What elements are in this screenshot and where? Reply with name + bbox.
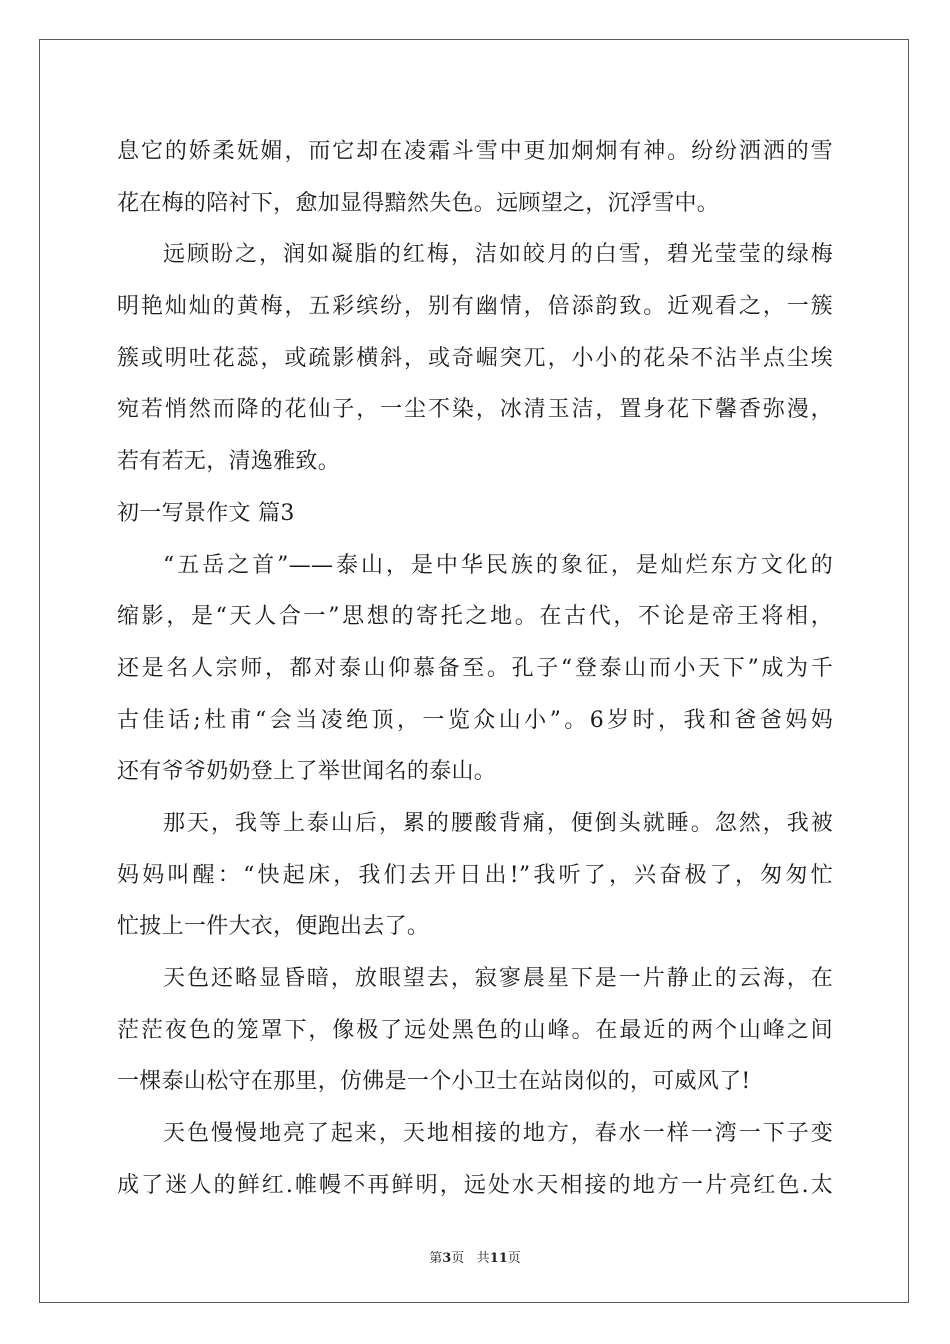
page-footer (0, 1247, 950, 1266)
text-line: 花在梅的陪衬下，愈加显得黯然失色。远顾望之，沉浮雪中。 (117, 190, 720, 216)
text-line: 忙披上一件大衣，便跑出去了。 (117, 914, 430, 940)
text-line: 成了迷人的鲜红.帷幔不再鲜明，远处水天相接的地方一片亮红色.太 (117, 1172, 833, 1198)
text-line: 明艳灿灿的黄梅，五彩缤纷，别有幽情，倍添韵致。近观看之，一簇 (117, 294, 833, 320)
page-number: 3 (442, 1251, 452, 1266)
footer-total-prefix: 共 (476, 1251, 490, 1266)
text-line: “五岳之首”——泰山，是中华民族的象征，是灿烂东方文化的 (163, 552, 833, 578)
footer-prefix: 第 (429, 1251, 443, 1266)
footer-total-suffix: 页 (507, 1251, 521, 1266)
text-line: 簇或明吐花蕊，或疏影横斜，或奇崛突兀，小小的花朵不沾半点尘埃 (117, 345, 833, 371)
document-body (117, 126, 833, 1211)
section-heading: 初一写景作文 篇3 (117, 500, 295, 526)
text-line: 缩影，是“天人合一”思想的寄托之地。在古代，不论是帝王将相， (117, 604, 833, 630)
text-line: 宛若悄然而降的花仙子，一尘不染，冰清玉洁，置身花下馨香弥漫， (117, 397, 833, 423)
text-line: 还是名人宗师，都对泰山仰慕备至。孔子“登泰山而小天下”成为千 (117, 655, 833, 681)
text-line: 若有若无，清逸雅致。 (117, 449, 341, 475)
text-line: 远顾盼之，润如凝脂的红梅，洁如皎月的白雪，碧光莹莹的绿梅 (163, 242, 833, 268)
text-line: 息它的娇柔妩媚，而它却在凌霜斗雪中更加炯炯有神。纷纷洒洒的雪 (117, 139, 833, 164)
text-line: 天色慢慢地亮了起来，天地相接的地方，春水一样一湾一下子变 (163, 1121, 833, 1147)
text-line: 妈妈叫醒：“快起床，我们去开日出!”我听了，兴奋极了，匆匆忙 (117, 862, 833, 888)
text-line: 古佳话;杜甫“会当凌绝顶，一览众山小”。6岁时，我和爸爸妈妈 (117, 707, 833, 733)
footer-page-suffix: 页 (451, 1251, 465, 1266)
total-pages: 11 (489, 1251, 508, 1266)
text-line: 那天，我等上泰山后，累的腰酸背痛，便倒头就睡。忽然，我被 (163, 810, 833, 836)
text-line: 茫茫夜色的笼罩下，像极了远处黑色的山峰。在最近的两个山峰之间 (117, 1017, 833, 1043)
text-line: 还有爷爷奶奶登上了举世闻名的泰山。 (117, 759, 497, 785)
text-line: 天色还略显昏暗，放眼望去，寂寥晨星下是一片静止的云海，在 (163, 966, 833, 991)
text-line: 一棵泰山松守在那里，仿佛是一个小卫士在站岗似的，可威风了! (117, 1069, 751, 1095)
